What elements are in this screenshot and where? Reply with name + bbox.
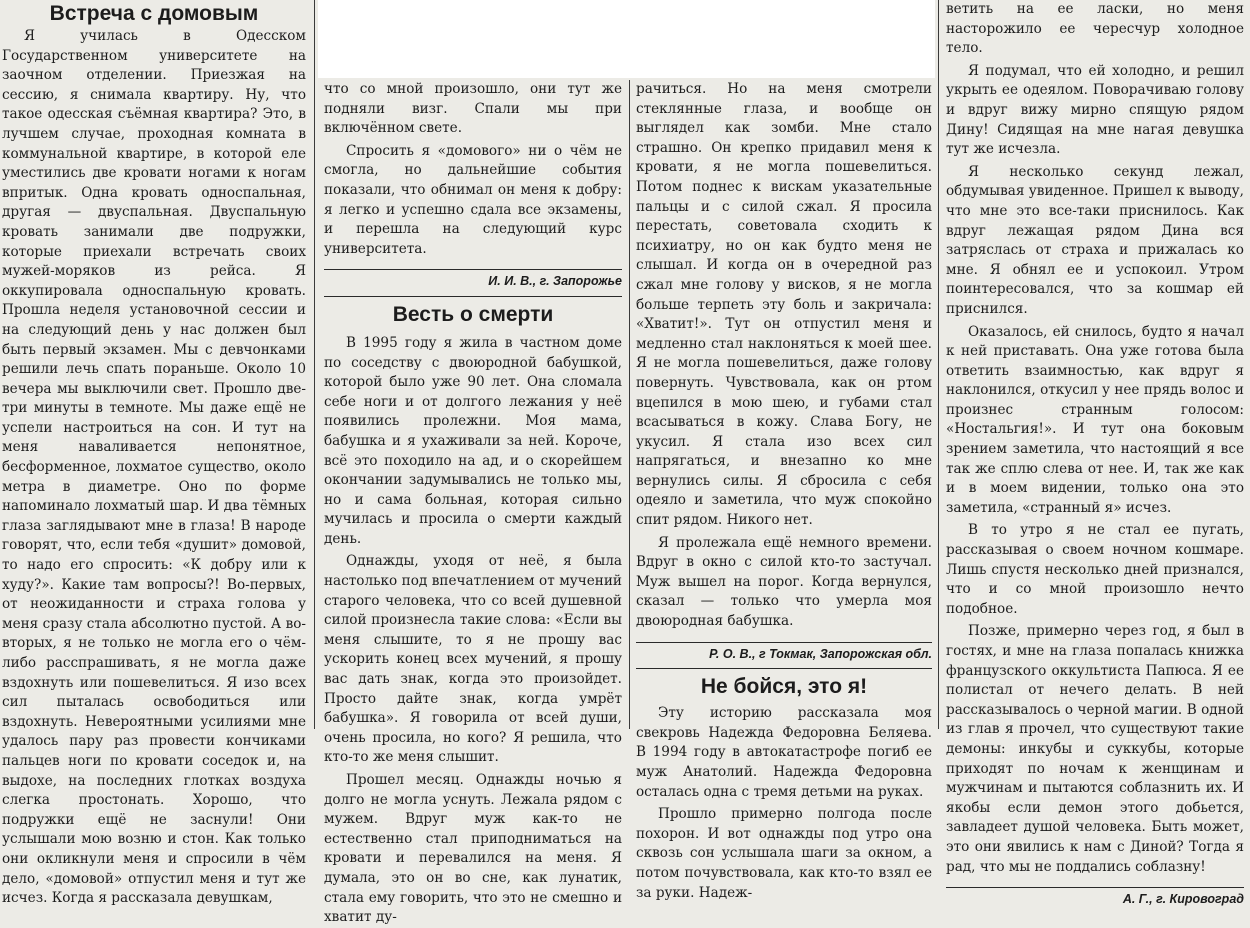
article-paragraph: рачиться. Но на меня смотрели стеклянные глаза, и вообще он выглядел как зомби. Мне стало страшно. Он крепко придавил меня к кровати, я не могла пошевелиться. Потом поднес к вискам указательные пальцы и с силой сжал. Я просила перестать, советовала сходить к психиатру, но он как будто меня не слышал. И когда он в очередной раз сжал мне голову у висков, я не могла больше терпеть эту боль и закричала: «Хватит!». Тут он отпустил меня и медленно стал наклоняться к моей шее. Я не могла пошевелиться, даже голову повернуть. Чувствовала, как он ртом вцепился в мою шею, и губами стал всасываться в кожу. Слава Богу, не укусил. Я стала изо всех сил напрягаться, и внезапно ко мне вернулись силы. Я сбросила с себя одеяло и заметила, что муж спокойно спит рядом. Никого нет. <box>636 81 932 529</box>
article-paragraph: что со мной произошло, они тут же подняли визг. Спали мы при включённом свете. <box>324 81 622 137</box>
article-paragraph: В то утро я не стал ее пугать, рассказывая о своем ночном кошмаре. Лишь спустя несколько дней признался, что и со мной произошло нечто подобное. <box>946 522 1244 617</box>
column-1 <box>2 0 306 909</box>
article-paragraph: Спросить я «домового» ни о чём не смогла, но дальнейшие события показали, что обнимал он меня к добру: я легко и успешно сдала все экзамены, и перешла на следующий курс университета. <box>324 142 622 257</box>
signature-rule <box>324 269 622 270</box>
section-divider <box>636 668 932 669</box>
column-2 <box>324 80 622 928</box>
column-divider <box>938 0 939 729</box>
column-divider <box>629 80 630 729</box>
article-paragraph: Эту историю рассказала моя свекровь Надежда Федоровна Беляева. В 1994 году в автокатастрофе погиб ее муж Анатолий. Надежда Федоровна осталась одна с тремя детьми на руках. <box>636 705 932 800</box>
article-title-ne-boysya: Не бойся, это я! <box>700 675 868 699</box>
article-signature: Р. О. В., г Токмак, Запорожская обл. <box>709 646 932 661</box>
article-paragraph: Прошел месяц. Однажды ночью я долго не могла уснуть. Лежала рядом с мужем. Вдруг муж как-то не естественно стал приподниматься на кровати и перевалился на меня. Я думала, это он во сне, как лунатик, стала ему говорить, что это не смешно и хватит ду- <box>324 772 622 926</box>
column-3 <box>636 80 932 903</box>
article-title-vest: Весть о смерти <box>392 302 554 326</box>
article-paragraph: Я подумал, что ей холодно, и решил укрыть ее одеялом. Поворачиваю голову и вдруг вижу мирно спящую рядом Дину! Сидящая на мне нагая девушка тут же исчезла. <box>946 62 1244 158</box>
article-paragraph: Прошло примерно полгода после похорон. И вот однажды под утро она сквозь сон услышала шаги за окном, а потом почувствовала, как кто-то взял ее за руки. Надеж- <box>636 806 932 901</box>
article-signature: А. Г., г. Кировоград <box>1122 892 1244 907</box>
article-paragraph: Я пролежала ещё немного времени. Вдруг в окно с силой кто-то застучал. Муж вышел на порог. Когда вернулся, сказал — только что умерла моя двоюродная бабушка. <box>636 534 932 630</box>
article-paragraph: Позже, примерно через год, я был в гостях, и мне на глаза попалась книжка французского оккультиста Папюса. Я ее полистал от нечего делать. В ней рассказывалось о черной магии. В одной из глав я прочел, что существуют такие демоны: инкубы и суккубы, которые приходят по ночам к женщинам и мужчинам и пытаются соблазнить их. И якобы если демон этого добьется, завладеет душой человека. Быть может, это они явились к нам с Диной? Тогда я рад, что мы не поддались соблазну! <box>946 623 1244 875</box>
article-paragraph: ветить на ее ласки, но меня насторожило ее чересчур холодное тело. <box>946 1 1244 57</box>
redacted-area <box>318 0 935 78</box>
article-paragraph: В 1995 году я жила в частном доме по соседству с двоюродной бабушкой, которой было уже 90 лет. Она сломала себе ноги и от долгого лежания у неё появились пролежни. Моя мама, бабушка и я ухаживали за ней. Короче, всё это походило на ад, и о скорейшем окончании задумывались не только мы, но и сама больная, которая сильно мучилась и просила о смерти каждый день. <box>324 334 622 547</box>
article-paragraph: Оказалось, ей снилось, будто я начал к ней приставать. Она уже готова была ответить взаимностью, как вдруг я наклонился, откусил у нее прядь волос и произнес странным голосом: «Ностальгия!». И тут она боковым зрением заметила, что настоящий я все так же сплю слева от нее. И, так же как и в моем видении, только она это заметила, «странный я» исчез. <box>946 323 1244 516</box>
article-signature: И. И. В., г. Запорожье <box>488 274 622 289</box>
article-paragraph: Однажды, уходя от неё, я была настолько под впечатлением от мучений старого человека, что со всей душевной силой произнесла такие слова: «Если вы меня слышите, то я не прошу вас ускорить конец всех мучений, я прошу вас дать знак, когда это произойдет. Просто дайте знак, когда умрёт бабушка». Я говорила от всей души, очень просила, но кого? Я решила, что кто-то же меня слышит. <box>324 553 622 766</box>
signature-rule <box>636 642 932 643</box>
column-4 <box>946 0 1244 910</box>
article-paragraph: Я училась в Одесском Государственном университете на заочном отделении. Приезжая на сессию, я снимала квартиру. Ну, что такое одесская съёмная квартира? Это, в лучшем случае, проходная комната в коммунальной квартире, в которой еле уместились две кровати ногами к ногам впритык. Одна кровать односпальная, другая — двуспальная. Двуспальную кровать занимали две подружки, которые приехали встречать своих мужей-моряков из рейса. Я оккупировала односпальную кровать. Прошла неделя установочной сессии и на следующий день у нас должен был быть первый экзамен. Мы с девчонками решили лечь спать пораньше. Около 10 вечера мы выключили свет. Прошло две-три минуты в темноте. Мы даже ещё не успели настроиться на сон. И тут на меня наваливается непонятное, бесформенное, лохматое существо, около метра в диаметре. Оно по форме напоминало лохматый шар. И два тёмных глаза заглядывают мне в глаза! В народе говорят, что, если тебя «душит» домовой, то надо его спросить: «К добру или к худу?». Какие там вопросы?! Во-первых, от неожиданности и страха голова у меня сразу стала абсолютно пустой. А во-вторых, я не только не могла его о чём-либо расспрашивать, я не могла даже вздохнуть или пошевелиться. Я изо всех сил пыталась освободиться или вздохнуть. Невероятными усилиями мне удалось пару раз провести кончиками пальцев ноги по кровати соседок и, на выдохе, на последних глотках воздуха слегка простонать. Хорошо, что подружки ещё не заснули! Они услышали мою возню и стон. Как только они окликнули меня и спросили в чём дело, «домовой» отпустил меня и тут же исчез. Когда я рассказала девушкам, <box>2 28 306 907</box>
signature-rule <box>946 887 1244 888</box>
article-title-domovoy: Встреча с домовым <box>49 2 259 25</box>
article-paragraph: Я несколько секунд лежал, обдумывая увиденное. Пришел к выводу, что мне это все-таки приснилось. Как вдруг лежащая рядом Дина вся затряслась от страха и прижалась ко мне. Я обнял ее и успокоил. Утром поинтересовался, что за кошмар ей приснился. <box>946 163 1244 317</box>
column-divider <box>314 0 315 729</box>
section-divider <box>324 296 622 297</box>
